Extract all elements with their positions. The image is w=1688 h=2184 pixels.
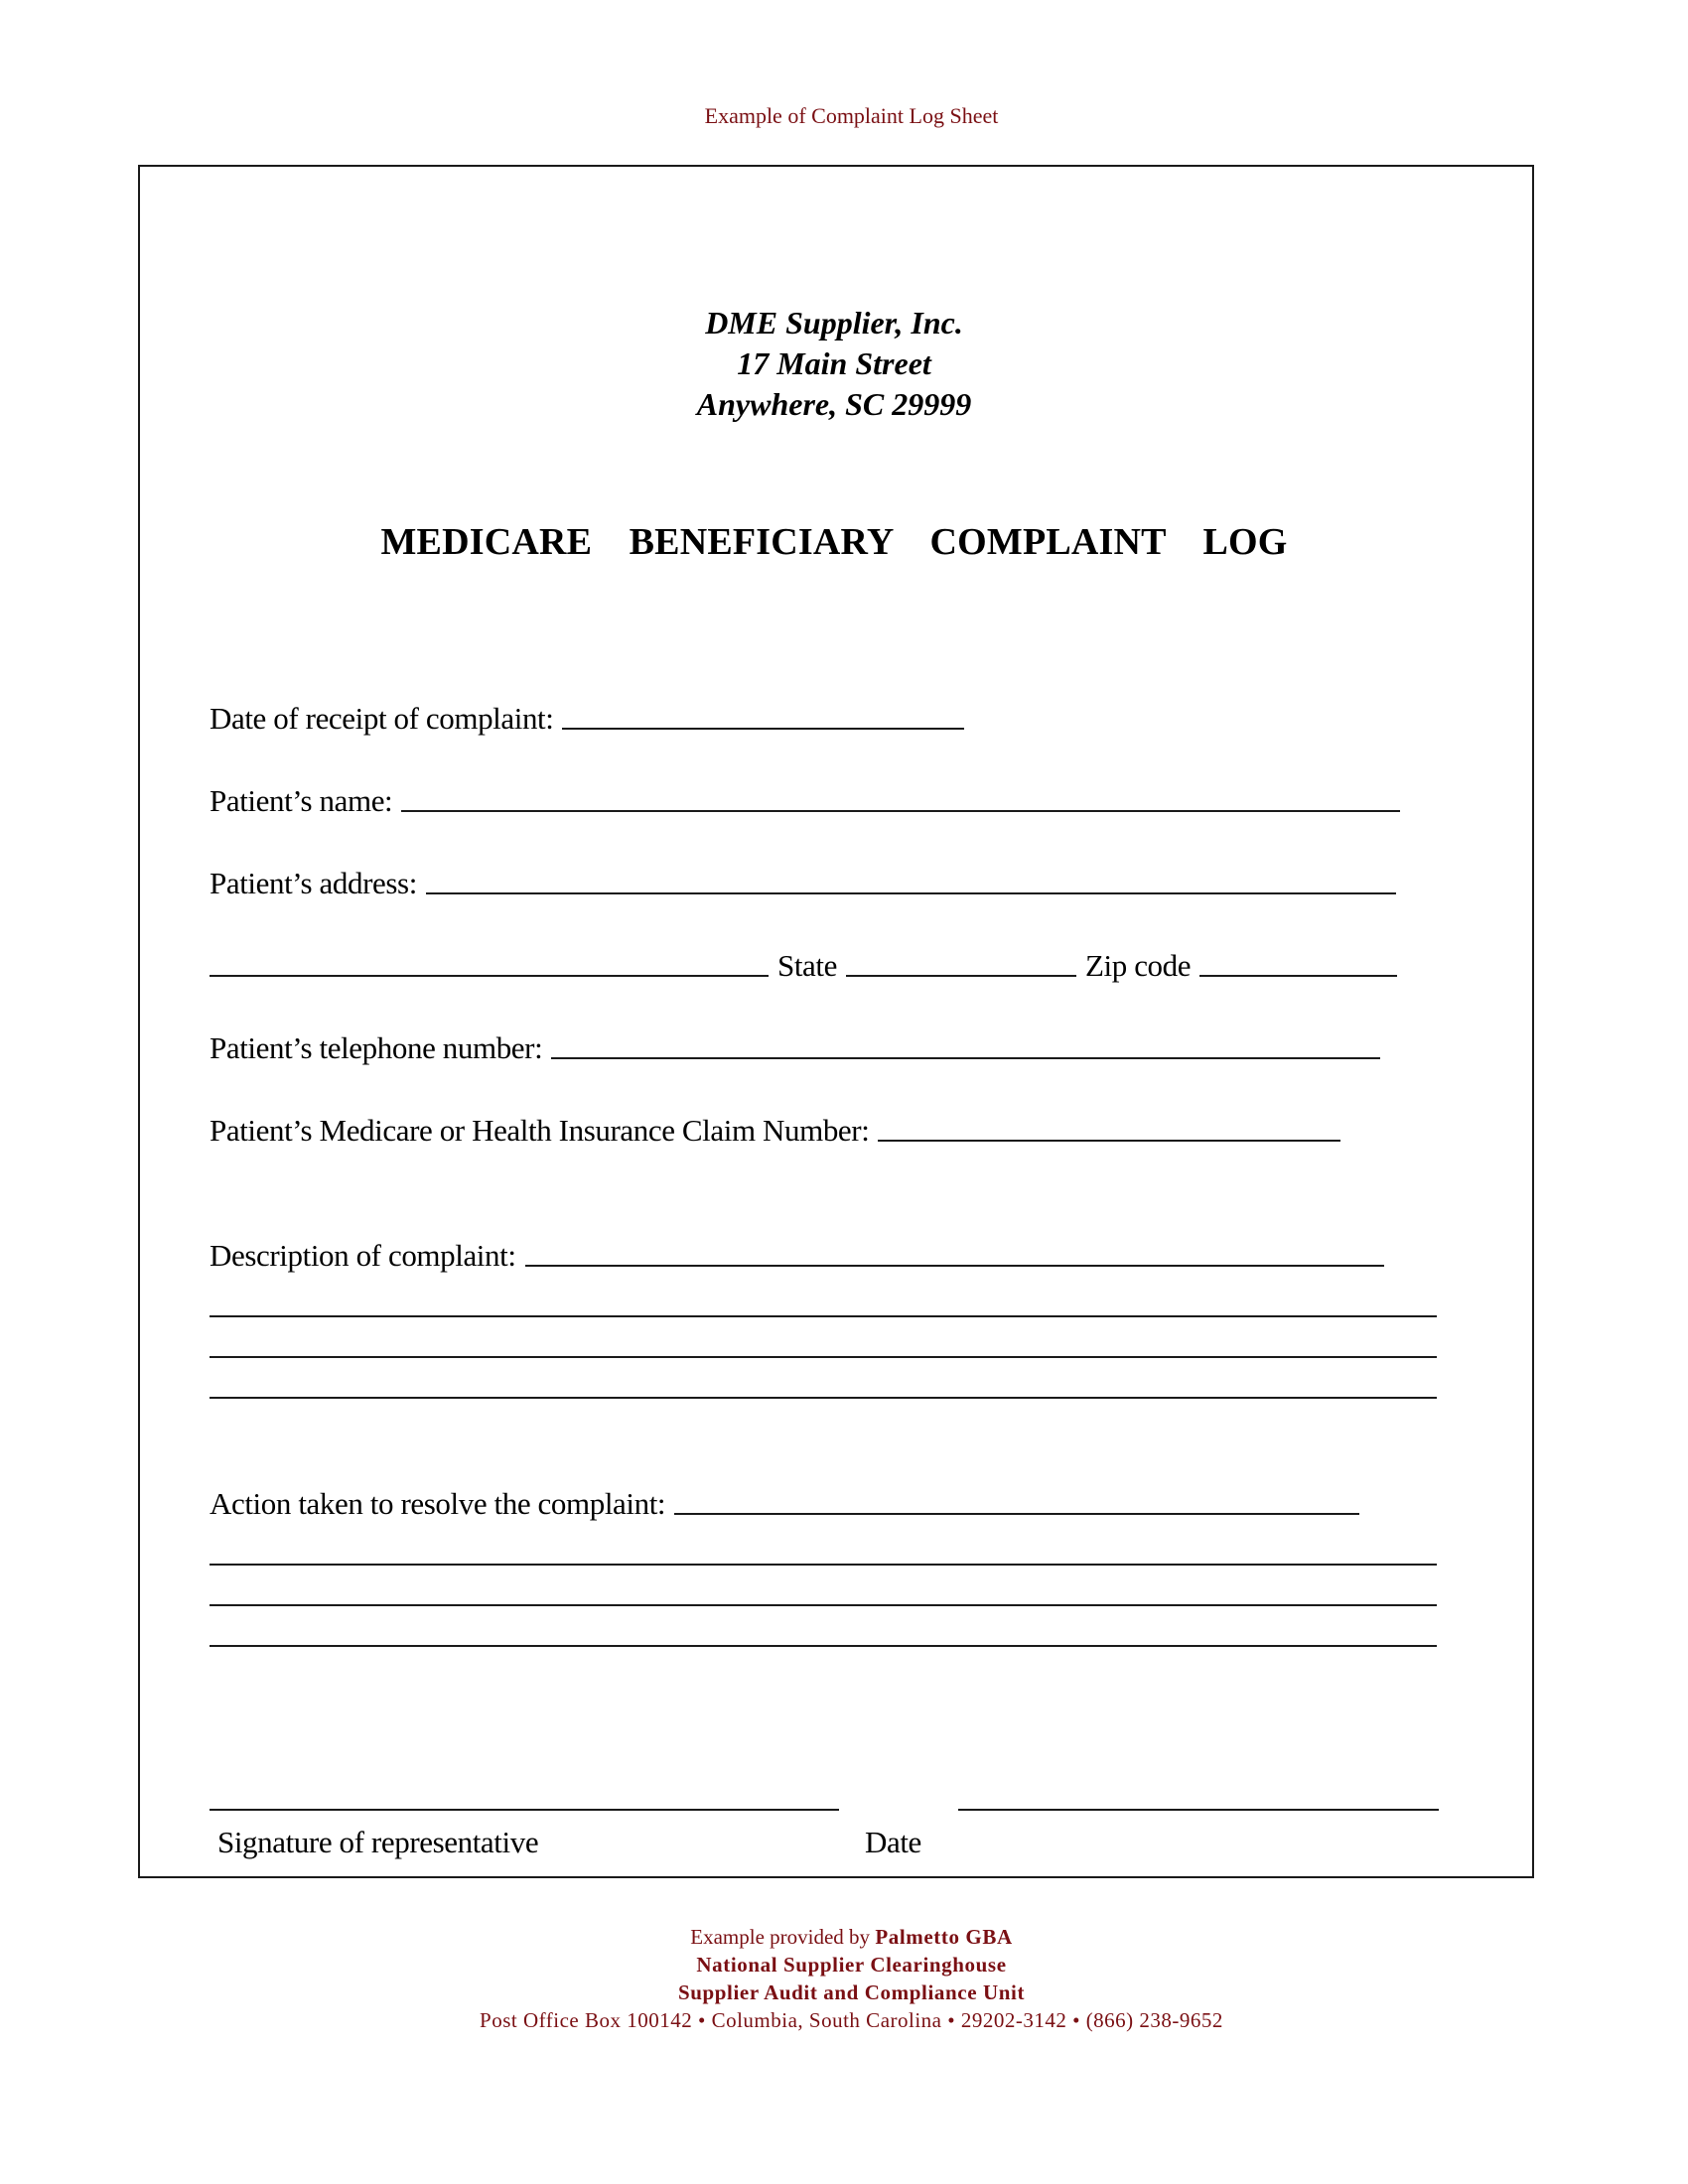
signature-date-input[interactable]: [958, 1809, 1439, 1811]
zip-code-label: Zip code: [1085, 948, 1192, 983]
action-taken-label: Action taken to resolve the complaint:: [210, 1486, 666, 1521]
action-taken-input-line-1[interactable]: [674, 1512, 1359, 1515]
description-input-line-2[interactable]: [210, 1315, 1437, 1317]
company-city-state-zip: Anywhere, SC 29999: [696, 386, 972, 422]
signature-date-label: Date: [865, 1825, 921, 1859]
description-input-line-4[interactable]: [210, 1397, 1437, 1399]
footer-provided-by-org: Palmetto GBA: [875, 1925, 1013, 1949]
action-taken-input-line-4[interactable]: [210, 1645, 1437, 1647]
footer-line-2: National Supplier Clearinghouse: [696, 1953, 1007, 1977]
patient-name-label: Patient’s name:: [210, 783, 393, 818]
field-description: [210, 1238, 1384, 1274]
company-street: 17 Main Street: [737, 345, 931, 381]
footer-address: Post Office Box 100142 • Columbia, South Carolina • 29202-3142 • (866) 238-9652: [480, 2008, 1223, 2032]
description-input-line-1[interactable]: [525, 1264, 1384, 1267]
field-patient-name: [210, 783, 1400, 819]
footer-line-3: Supplier Audit and Compliance Unit: [677, 1980, 1026, 2004]
field-patient-address: [210, 866, 1396, 901]
footer: [0, 1923, 1688, 2034]
header-note: Example of Complaint Log Sheet: [704, 103, 999, 128]
signature-label: Signature of representative: [217, 1825, 539, 1859]
field-city-state-zip: [210, 948, 1397, 984]
patient-name-input[interactable]: [401, 809, 1400, 812]
date-of-receipt-label: Date of receipt of complaint:: [210, 701, 554, 736]
description-label: Description of complaint:: [210, 1238, 516, 1273]
signature-input[interactable]: [210, 1809, 839, 1811]
action-taken-input-line-2[interactable]: [210, 1564, 1437, 1566]
company-address-block: [0, 303, 1668, 425]
telephone-label: Patient’s telephone number:: [210, 1030, 543, 1065]
state-label: State: [777, 948, 837, 983]
patient-address-input[interactable]: [426, 891, 1396, 894]
telephone-input[interactable]: [551, 1056, 1380, 1059]
date-of-receipt-input[interactable]: [562, 727, 964, 730]
field-claim-number: [210, 1113, 1340, 1149]
patient-address-label: Patient’s address:: [210, 866, 417, 900]
claim-number-label: Patient’s Medicare or Health Insurance Claim Number:: [210, 1113, 870, 1148]
state-input[interactable]: [846, 974, 1076, 977]
field-telephone: [210, 1030, 1380, 1066]
claim-number-input[interactable]: [878, 1139, 1340, 1142]
action-taken-input-line-3[interactable]: [210, 1604, 1437, 1606]
page-title: MEDICARE BENEFICIARY COMPLAINT LOG: [380, 521, 1288, 563]
description-input-line-3[interactable]: [210, 1356, 1437, 1358]
company-name: DME Supplier, Inc.: [705, 305, 963, 341]
footer-provided-by: [0, 1923, 1688, 1951]
city-input[interactable]: [210, 974, 769, 977]
zip-code-input[interactable]: [1199, 974, 1397, 977]
field-action-taken: [210, 1486, 1359, 1522]
footer-provided-by-prefix: Example provided by: [690, 1925, 876, 1949]
field-date-of-receipt: [210, 701, 964, 737]
